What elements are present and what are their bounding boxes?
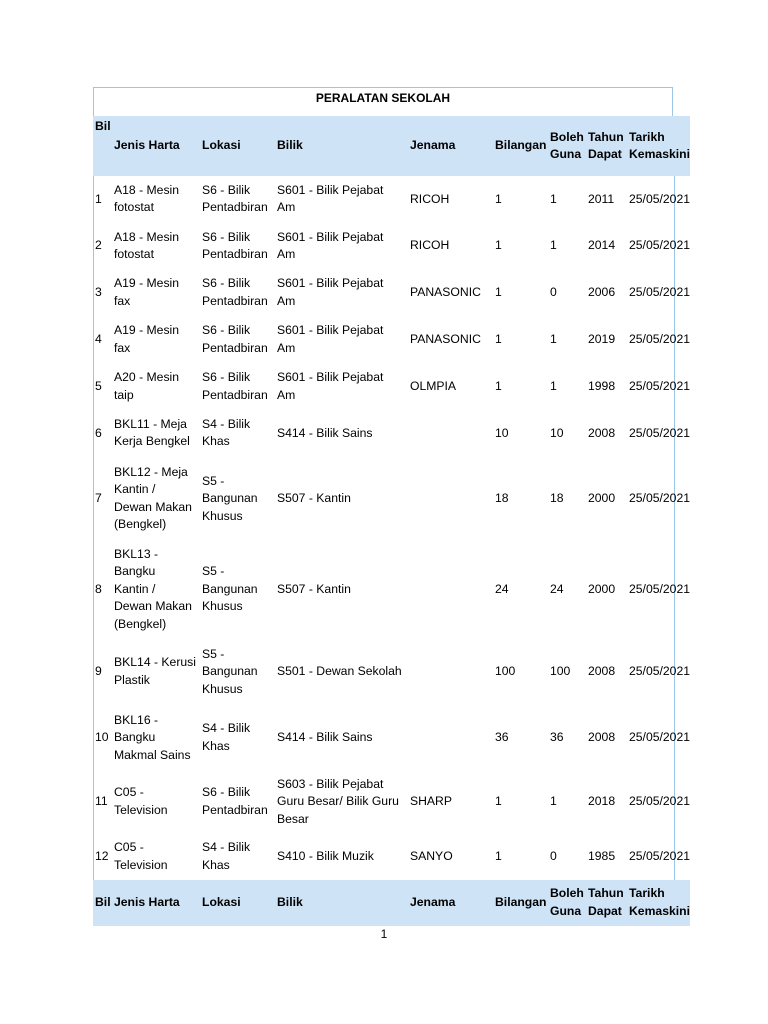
cell-jenama: SANYO: [410, 849, 453, 864]
cell-tarikh-kemaskini: 25/05/2021: [629, 191, 690, 206]
cell-bilik: S414 - Bilik Sains: [277, 730, 373, 745]
cell-lokasi: S6 - Bilik Pentadbiran: [202, 785, 268, 817]
table-row: [93, 410, 690, 457]
cell-boleh-guna: 0: [550, 285, 557, 300]
cell-boleh-guna: 1: [550, 378, 557, 393]
cell-boleh-guna: 1: [550, 332, 557, 347]
cell-lokasi: S6 - Bilik Pentadbiran: [202, 229, 268, 262]
cell-jenis-harta: BKL11 - Meja Kerja Bengkel: [114, 416, 190, 449]
page-number: 1: [380, 927, 388, 941]
cell-bil: 8: [95, 581, 102, 596]
table-row: [93, 638, 690, 706]
table-header-row: [93, 116, 690, 176]
cell-bil: 9: [95, 664, 102, 679]
cell-bil: 11: [95, 794, 108, 809]
cell-jenama: PANASONIC: [410, 285, 481, 300]
cell-bil: 7: [95, 491, 102, 506]
cell-jenis-harta: BKL16 - Bangku Makmal Sains: [114, 712, 191, 762]
table-title: PERALATAN SEKOLAH: [93, 87, 673, 116]
cell-bilik: S410 - Bilik Muzik: [277, 849, 374, 864]
cell-tahun-dapat: 2008: [588, 730, 616, 745]
cell-jenama: SHARP: [410, 794, 452, 809]
cell-tarikh-kemaskini: 25/05/2021: [629, 378, 690, 393]
table-row: [93, 706, 690, 770]
cell-bil: 2: [95, 238, 102, 253]
cell-tarikh-kemaskini: 25/05/2021: [629, 332, 690, 347]
cell-tarikh-kemaskini: 25/05/2021: [629, 581, 690, 596]
cell-bilangan: 18: [495, 491, 509, 506]
footer-tahun-dapat: Tahun Dapat: [588, 886, 624, 918]
equipment-table: [93, 116, 690, 926]
cell-bilik: S601 - Bilik Pejabat Am: [277, 229, 384, 262]
cell-tahun-dapat: 2006: [588, 285, 616, 300]
cell-jenis-harta: BKL13 - Bangku Kantin / Dewan Makan (Bengkel): [114, 546, 192, 631]
cell-bil: 6: [95, 425, 102, 440]
cell-boleh-guna: 1: [550, 191, 557, 206]
header-bilik: Bilik: [277, 138, 303, 153]
cell-lokasi: S4 - Bilik Khas: [202, 721, 251, 753]
table-row: [93, 770, 690, 834]
cell-boleh-guna: 0: [550, 849, 557, 864]
cell-bilik: S601 - Bilik Pejabat Am: [277, 182, 384, 215]
header-jenama: Jenama: [410, 138, 456, 153]
footer-bilik: Bilik: [277, 895, 303, 910]
cell-tahun-dapat: 2014: [588, 238, 616, 253]
header-jenis-harta: Jenis Harta: [114, 138, 180, 153]
cell-bilangan: 1: [495, 285, 502, 300]
cell-tarikh-kemaskini: 25/05/2021: [629, 285, 690, 300]
cell-bil: 5: [95, 378, 102, 393]
cell-jenama: [408, 706, 493, 770]
cell-jenis-harta: A19 - Mesin fax: [114, 323, 180, 355]
cell-tarikh-kemaskini: 25/05/2021: [629, 730, 690, 745]
cell-tahun-dapat: 2008: [588, 664, 616, 679]
cell-jenis-harta: BKL14 - Kerusi Plastik: [114, 655, 196, 687]
table-row: [93, 223, 690, 270]
header-boleh-guna: Boleh Guna: [550, 129, 584, 161]
cell-bilik: S414 - Bilik Sains: [277, 425, 373, 440]
table-row: [93, 316, 690, 363]
cell-bilangan: 1: [495, 794, 502, 809]
cell-bilangan: 1: [495, 191, 502, 206]
table-footer-row: [93, 880, 690, 926]
cell-jenama: OLMPIA: [410, 378, 457, 393]
cell-jenama: PANASONIC: [410, 332, 481, 347]
cell-boleh-guna: 18: [550, 491, 564, 506]
cell-lokasi: S6 - Bilik Pentadbiran: [202, 182, 268, 215]
cell-jenis-harta: C05 - Television: [114, 840, 168, 872]
cell-tahun-dapat: 2008: [588, 425, 616, 440]
cell-tarikh-kemaskini: 25/05/2021: [629, 794, 690, 809]
cell-tarikh-kemaskini: 25/05/2021: [629, 491, 690, 506]
cell-lokasi: S6 - Bilik Pentadbiran: [202, 276, 268, 308]
cell-bilik: S601 - Bilik Pejabat Am: [277, 323, 384, 355]
cell-boleh-guna: 1: [550, 238, 557, 253]
cell-jenama: [408, 457, 493, 541]
header-tarikh-kemaskini: Tarikh Kemaskini: [629, 129, 690, 161]
cell-bilik: S507 - Kantin: [277, 491, 351, 506]
header-bilangan: Bilangan: [495, 138, 547, 153]
cell-bil: 3: [95, 285, 102, 300]
cell-jenis-harta: BKL12 - Meja Kantin / Dewan Makan (Bengkel): [114, 464, 192, 532]
cell-bilangan: 100: [495, 664, 516, 679]
cell-lokasi: S4 - Bilik Khas: [202, 840, 251, 872]
footer-bilangan: Bilangan: [495, 895, 547, 910]
footer-jenama: Jenama: [410, 895, 456, 910]
cell-tahun-dapat: 2000: [588, 491, 616, 506]
cell-bil: 12: [95, 849, 109, 864]
header-lokasi: Lokasi: [202, 138, 241, 153]
table-row: [93, 363, 690, 410]
cell-lokasi: S5 - Bangunan Khusus: [202, 564, 258, 614]
cell-tarikh-kemaskini: 25/05/2021: [629, 238, 690, 253]
table-row: [93, 270, 690, 317]
cell-boleh-guna: 36: [550, 730, 564, 745]
cell-bilangan: 10: [495, 425, 509, 440]
cell-lokasi: S5 - Bangunan Khusus: [202, 473, 258, 523]
footer-boleh-guna: Boleh Guna: [550, 886, 584, 918]
cell-boleh-guna: 1: [550, 794, 557, 809]
cell-boleh-guna: 24: [550, 581, 564, 596]
cell-bilangan: 24: [495, 581, 509, 596]
cell-tarikh-kemaskini: 25/05/2021: [629, 849, 690, 864]
footer-bil: Bil: [95, 895, 111, 910]
header-bil: Bil: [95, 119, 111, 133]
cell-bilik: S601 - Bilik Pejabat Am: [277, 370, 384, 402]
cell-bilangan: 1: [495, 332, 502, 347]
table-row: [93, 541, 690, 638]
table-row: [93, 834, 690, 880]
cell-jenama: [408, 638, 493, 706]
cell-jenama: RICOH: [410, 191, 450, 206]
cell-bilik: S603 - Bilik Pejabat Guru Besar/ Bilik Guru Besar: [277, 776, 399, 826]
cell-bilik: S507 - Kantin: [277, 581, 351, 596]
cell-lokasi: S4 - Bilik Khas: [202, 416, 251, 449]
cell-jenis-harta: A18 - Mesin fotostat: [114, 182, 180, 215]
cell-bil: 10: [95, 730, 109, 745]
cell-tahun-dapat: 2018: [588, 794, 616, 809]
cell-lokasi: S6 - Bilik Pentadbiran: [202, 370, 268, 402]
cell-lokasi: S6 - Bilik Pentadbiran: [202, 323, 268, 355]
header-tahun-dapat: Tahun Dapat: [588, 129, 624, 161]
cell-lokasi: S5 - Bangunan Khusus: [202, 646, 258, 696]
table-row: [93, 176, 690, 223]
cell-bil: 4: [95, 332, 102, 347]
footer-lokasi: Lokasi: [202, 895, 241, 910]
cell-jenama: [408, 541, 493, 638]
cell-tahun-dapat: 2000: [588, 581, 616, 596]
cell-tarikh-kemaskini: 25/05/2021: [629, 664, 690, 679]
cell-bilangan: 1: [495, 378, 502, 393]
footer-tarikh-kemaskini: Tarikh Kemaskini: [629, 886, 690, 918]
cell-bilangan: 1: [495, 849, 502, 864]
cell-tahun-dapat: 1998: [588, 378, 616, 393]
footer-jenis-harta: Jenis Harta: [114, 895, 180, 910]
cell-bilik: S501 - Dewan Sekolah: [277, 664, 402, 679]
table-row: [93, 457, 690, 541]
cell-tarikh-kemaskini: 25/05/2021: [629, 425, 690, 440]
cell-bilangan: 36: [495, 730, 509, 745]
cell-tahun-dapat: 2011: [588, 191, 615, 206]
cell-bil: 1: [95, 191, 102, 206]
cell-bilangan: 1: [495, 238, 502, 253]
cell-bilik: S601 - Bilik Pejabat Am: [277, 276, 384, 308]
cell-jenis-harta: A19 - Mesin fax: [114, 276, 180, 308]
cell-jenis-harta: C05 - Television: [114, 785, 168, 817]
cell-boleh-guna: 100: [550, 664, 571, 679]
cell-boleh-guna: 10: [550, 425, 564, 440]
cell-tahun-dapat: 2019: [588, 332, 616, 347]
cell-tahun-dapat: 1985: [588, 849, 616, 864]
cell-jenama: RICOH: [410, 238, 450, 253]
cell-jenis-harta: A18 - Mesin fotostat: [114, 229, 180, 262]
cell-jenama: [408, 410, 493, 457]
cell-jenis-harta: A20 - Mesin taip: [114, 370, 180, 402]
